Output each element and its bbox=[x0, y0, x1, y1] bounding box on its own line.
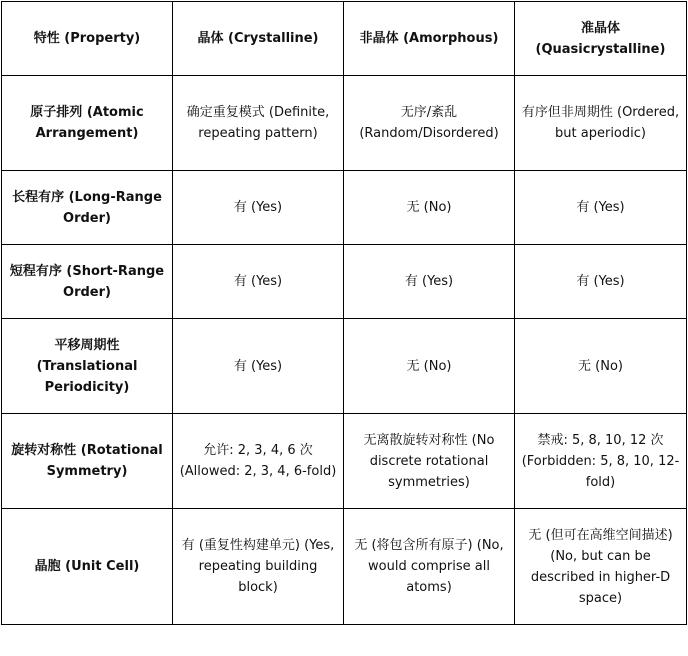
row-property: 晶胞 (Unit Cell) bbox=[2, 509, 173, 625]
comparison-table bbox=[1, 1, 687, 625]
cell-quasicrystalline: 有 (Yes) bbox=[515, 245, 687, 319]
cell-crystalline: 有 (Yes) bbox=[173, 245, 344, 319]
cell-crystalline: 确定重复模式 (Definite, repeating pattern) bbox=[173, 76, 344, 171]
cell-quasicrystalline: 有序但非周期性 (Ordered, but aperiodic) bbox=[515, 76, 687, 171]
cell-crystalline: 有 (重复性构建单元) (Yes, repeating building block) bbox=[173, 509, 344, 625]
cell-quasicrystalline: 禁戒: 5, 8, 10, 12 次 (Forbidden: 5, 8, 10, 12-fold) bbox=[515, 414, 687, 509]
table-row bbox=[2, 414, 687, 509]
header-row bbox=[2, 2, 687, 76]
header-quasicrystalline: 准晶体 (Quasicrystalline) bbox=[515, 2, 687, 76]
cell-quasicrystalline: 无 (但可在高维空间描述) (No, but can be described in higher-D space) bbox=[515, 509, 687, 625]
row-property: 长程有序 (Long-Range Order) bbox=[2, 171, 173, 245]
cell-amorphous: 无离散旋转对称性 (No discrete rotational symmetries) bbox=[344, 414, 515, 509]
row-property: 原子排列 (Atomic Arrangement) bbox=[2, 76, 173, 171]
header-property: 特性 (Property) bbox=[2, 2, 173, 76]
row-property: 平移周期性 (Translational Periodicity) bbox=[2, 319, 173, 414]
cell-quasicrystalline: 无 (No) bbox=[515, 319, 687, 414]
cell-crystalline: 有 (Yes) bbox=[173, 319, 344, 414]
table-row bbox=[2, 171, 687, 245]
cell-quasicrystalline: 有 (Yes) bbox=[515, 171, 687, 245]
header-amorphous: 非晶体 (Amorphous) bbox=[344, 2, 515, 76]
table-row bbox=[2, 509, 687, 625]
cell-amorphous: 无序/紊乱 (Random/Disordered) bbox=[344, 76, 515, 171]
cell-crystalline: 有 (Yes) bbox=[173, 171, 344, 245]
cell-crystalline: 允许: 2, 3, 4, 6 次 (Allowed: 2, 3, 4, 6-fold) bbox=[173, 414, 344, 509]
row-property: 短程有序 (Short-Range Order) bbox=[2, 245, 173, 319]
cell-amorphous: 有 (Yes) bbox=[344, 245, 515, 319]
table-row bbox=[2, 319, 687, 414]
cell-amorphous: 无 (No) bbox=[344, 171, 515, 245]
cell-amorphous: 无 (No) bbox=[344, 319, 515, 414]
header-crystalline: 晶体 (Crystalline) bbox=[173, 2, 344, 76]
table-row bbox=[2, 76, 687, 171]
table-row bbox=[2, 245, 687, 319]
cell-amorphous: 无 (将包含所有原子) (No, would comprise all atoms) bbox=[344, 509, 515, 625]
row-property: 旋转对称性 (Rotational Symmetry) bbox=[2, 414, 173, 509]
